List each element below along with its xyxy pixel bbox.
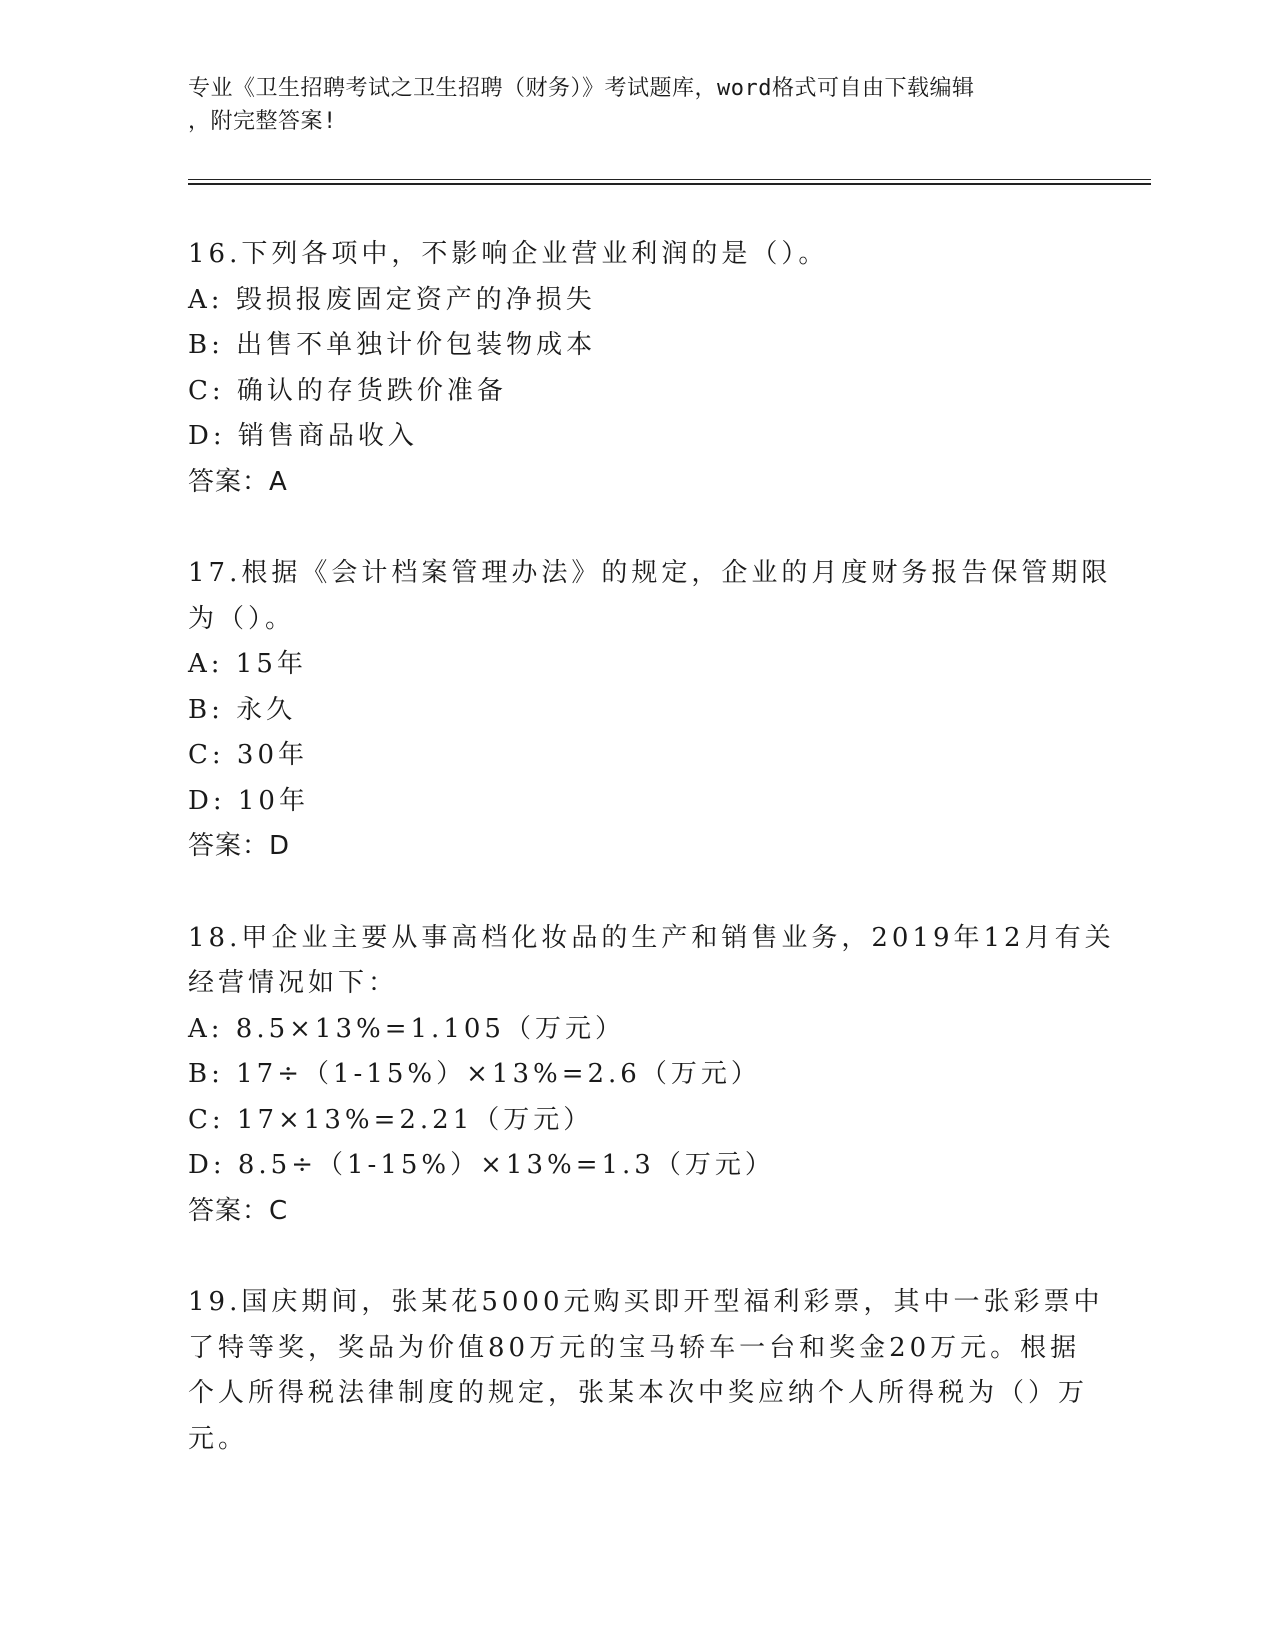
option-c: C: 确认的存货跌价准备 xyxy=(188,375,507,406)
option-a: A: 毁损报废固定资产的净损失 xyxy=(188,284,596,315)
option-a: A: 15年 xyxy=(188,649,307,679)
option-d: D: 销售商品收入 xyxy=(188,421,418,451)
option-b: B: 永久 xyxy=(188,694,297,725)
option-d: D: 8.5÷（1-15%）×13%=1.3（万元） xyxy=(188,1150,775,1180)
question-stem: 16.下列各项中，不影响企业营业利润的是（）。 xyxy=(188,239,829,269)
document-header xyxy=(188,72,1088,138)
question-stem: 19.国庆期间，张某花5000元购买即开型福利彩票，其中一张彩票中 xyxy=(188,1287,1104,1317)
header-line-2: ，附完整答案! xyxy=(188,109,337,134)
option-b: B: 出售不单独计价包装物成本 xyxy=(188,330,597,360)
answer-line: 答案：C xyxy=(188,1195,289,1226)
question-list xyxy=(188,232,1115,1462)
header-divider-thick xyxy=(188,183,1151,185)
answer-line: 答案：A xyxy=(188,466,288,497)
option-b: B: 17÷（1-15%）×13%=2.6（万元） xyxy=(188,1059,761,1089)
question-stem-continued: 经营情况如下： xyxy=(188,968,399,998)
question-stem-continued: 为（）。 xyxy=(188,603,296,634)
question-18 xyxy=(188,916,1115,1235)
answer-line: 答案：D xyxy=(188,831,291,861)
header-divider-thin xyxy=(188,179,1151,180)
question-stem-continued: 了特等奖，奖品为价值80万元的宝马轿车一台和奖金20万元。根据 xyxy=(188,1332,1081,1363)
option-c: C: 30年 xyxy=(188,740,309,770)
question-19 xyxy=(188,1280,1104,1462)
header-line-1: 专业《卫生招聘考试之卫生招聘（财务）》考试题库，word格式可自由下载编辑 xyxy=(188,76,975,101)
question-16 xyxy=(188,232,1088,505)
question-stem: 17.根据《会计档案管理办法》的规定，企业的月度财务报告保管期限 xyxy=(188,558,1112,588)
question-stem-continued: 个人所得税法律制度的规定，张某本次中奖应纳个人所得税为（）万 xyxy=(188,1378,1089,1408)
option-c: C: 17×13%=2.21（万元） xyxy=(188,1104,594,1135)
question-stem-continued: 元。 xyxy=(188,1423,249,1454)
option-a: A: 8.5×13%=1.105（万元） xyxy=(188,1013,625,1044)
question-17 xyxy=(188,551,1112,870)
option-d: D: 10年 xyxy=(188,785,309,816)
question-stem: 18.甲企业主要从事高档化妆品的生产和销售业务，2019年12月有关 xyxy=(188,922,1115,953)
